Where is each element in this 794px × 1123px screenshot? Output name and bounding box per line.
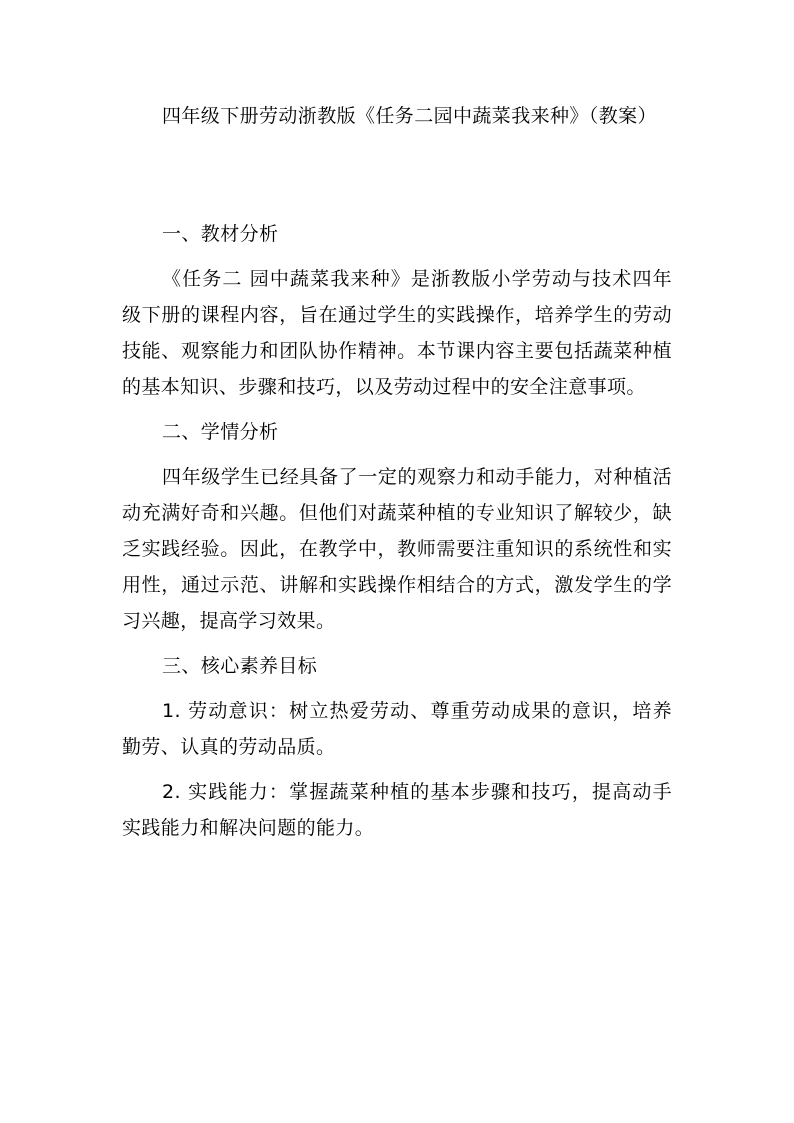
section-heading-student-analysis: 二、学情分析 [162, 421, 279, 443]
section-paragraph-textbook-analysis: 《任务二 园中蔬菜我来种》是浙教版小学劳动与技术四年级下册的课程内容，旨在通过学生的实践操作，培养学生的劳动技能、观察能力和团队协作精神。本节课内容主要包括蔬菜种植的基本知识、步骤和技巧，以及劳动过程中的安全注意事项。 [122, 268, 672, 398]
section-paragraph-student-analysis: 四年级学生已经具备了一定的观察力和动手能力，对种植活动充满好奇和兴趣。但他们对蔬菜种植的专业知识了解较少，缺乏实践经验。因此，在教学中，教师需要注重知识的系统性和实用性，通过示范、讲解和实践操作相结合的方式，激发学生的学习兴趣，提高学习效果。 [122, 466, 672, 632]
goal-item-labor-awareness: 1. 劳动意识：树立热爱劳动、尊重劳动成果的意识，培养勤劳、认真的劳动品质。 [122, 700, 672, 758]
document-title: 四年级下册劳动浙教版《任务二园中蔬菜我来种》（教案） [162, 105, 657, 127]
section-heading-core-goals: 三、核心素养目标 [162, 655, 318, 677]
goal-item-practical-ability: 2. 实践能力：掌握蔬菜种植的基本步骤和技巧，提高动手实践能力和解决问题的能力。 [122, 781, 672, 839]
section-heading-textbook-analysis: 一、教材分析 [162, 223, 279, 245]
document-page [122, 98, 672, 855]
